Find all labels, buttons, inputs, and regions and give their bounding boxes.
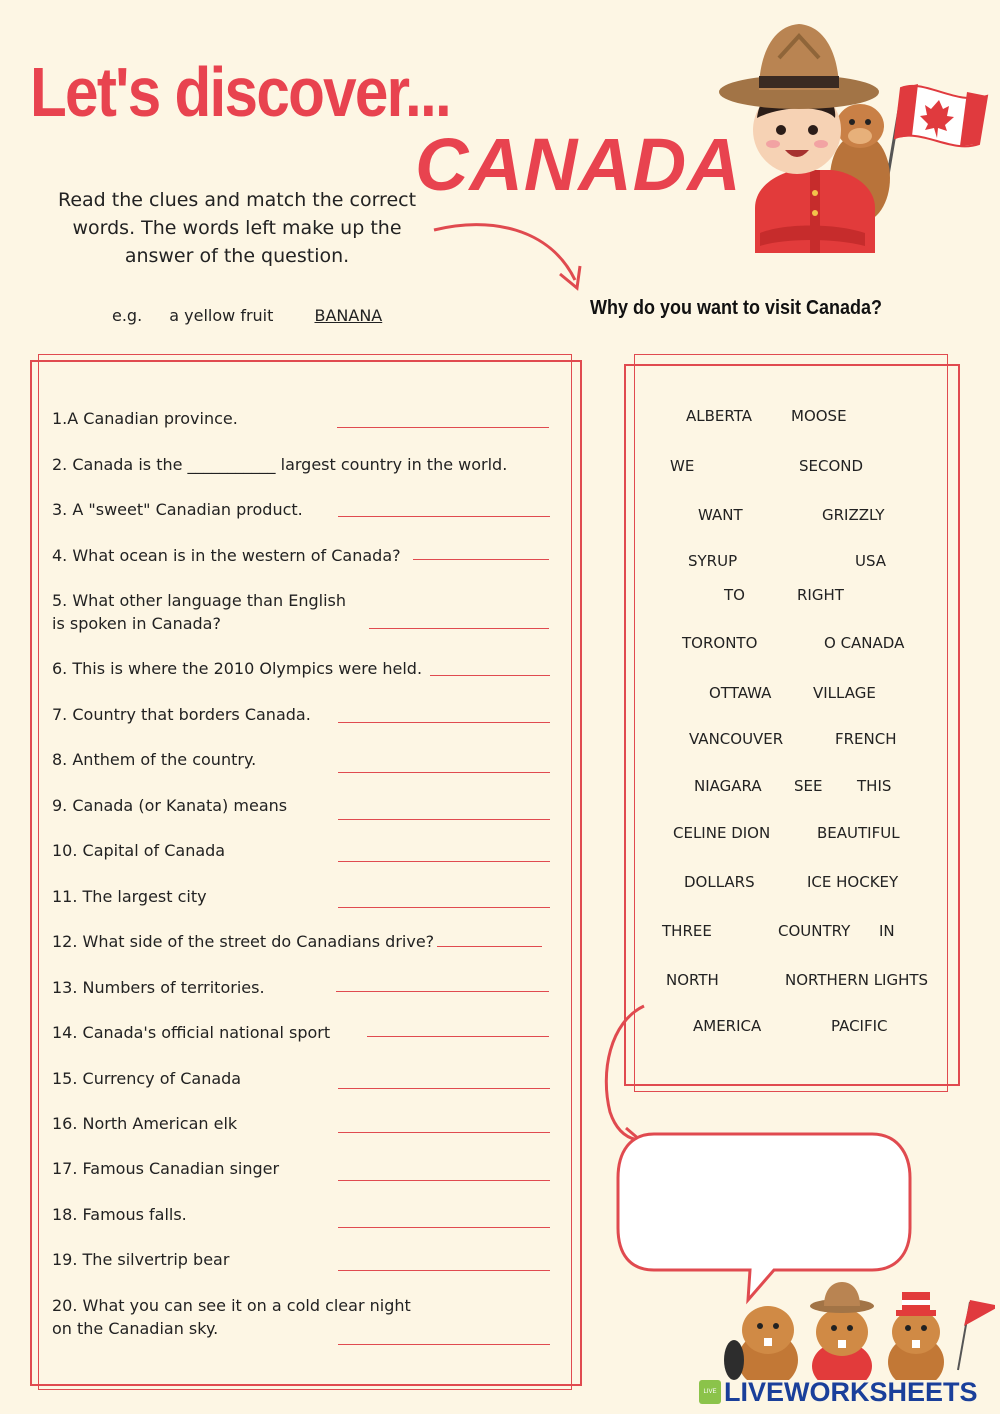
- word-item[interactable]: ICE HOCKEY: [807, 873, 899, 891]
- word-item[interactable]: NIAGARA: [694, 777, 762, 795]
- word-item[interactable]: DOLLARS: [684, 873, 755, 891]
- example-label: e.g.: [112, 306, 143, 325]
- answer-line-11[interactable]: [338, 907, 550, 908]
- word-item[interactable]: MOOSE: [791, 407, 847, 425]
- clue-item: 8. Anthem of the country.: [52, 750, 257, 769]
- clue-item: 15. Currency of Canada: [52, 1069, 242, 1088]
- clue-item: 6. This is where the 2010 Olympics were held.: [52, 659, 423, 678]
- answer-line-3[interactable]: [338, 516, 550, 517]
- word-item[interactable]: IN: [879, 922, 895, 940]
- word-item[interactable]: VANCOUVER: [689, 730, 784, 748]
- answer-line-17[interactable]: [338, 1180, 550, 1181]
- word-item[interactable]: FRENCH: [835, 730, 897, 748]
- word-item[interactable]: CELINE DION: [673, 824, 771, 842]
- clue-item: 9. Canada (or Kanata) means: [52, 796, 288, 815]
- word-item[interactable]: SEE: [794, 777, 823, 795]
- clue-item: 20. What you can see it on a cold clear night: [52, 1296, 411, 1315]
- word-item[interactable]: NORTHERN LIGHTS: [785, 971, 929, 989]
- clue-item: 12. What side of the street do Canadians drive?: [52, 932, 435, 951]
- clue-item: 18. Famous falls.: [52, 1205, 187, 1224]
- word-item[interactable]: PACIFIC: [831, 1017, 888, 1035]
- answer-line-6[interactable]: [430, 675, 550, 676]
- clue-item: 13. Numbers of territories.: [52, 978, 265, 997]
- answer-line-4[interactable]: [413, 559, 549, 560]
- clue-item: 1.A Canadian province.: [52, 409, 238, 428]
- clue-item: 11. The largest city: [52, 887, 207, 906]
- word-item[interactable]: VILLAGE: [813, 684, 876, 702]
- answer-line-19[interactable]: [338, 1270, 550, 1271]
- clue-item: 7. Country that borders Canada.: [52, 705, 311, 724]
- clue-item: 2. Canada is the ___________ largest country in the world.: [52, 455, 508, 474]
- answer-line-13[interactable]: [336, 991, 549, 992]
- answer-line-14[interactable]: [367, 1036, 549, 1037]
- answer-line-20[interactable]: [338, 1344, 550, 1345]
- example-row: [112, 306, 404, 325]
- question-text: Why do you want to visit Canada?: [590, 297, 883, 319]
- word-item[interactable]: O CANADA: [824, 634, 905, 652]
- word-item[interactable]: WE: [670, 457, 695, 475]
- answer-line-16[interactable]: [338, 1132, 550, 1133]
- answer-line-12[interactable]: [437, 946, 542, 947]
- clue-item: 5. What other language than English: [52, 591, 346, 610]
- clue-item: 17. Famous Canadian singer: [52, 1159, 280, 1178]
- word-item[interactable]: TORONTO: [682, 634, 758, 652]
- answer-line-18[interactable]: [338, 1227, 550, 1228]
- answer-line-15[interactable]: [338, 1088, 550, 1089]
- answer-line-5[interactable]: [369, 628, 549, 629]
- word-item[interactable]: NORTH: [666, 971, 719, 989]
- word-item[interactable]: SYRUP: [688, 552, 738, 570]
- word-item[interactable]: COUNTRY: [778, 922, 851, 940]
- clue-item: 14. Canada's official national sport: [52, 1023, 331, 1042]
- word-item[interactable]: THREE: [662, 922, 712, 940]
- beavers-illustration: [720, 1280, 995, 1380]
- word-item[interactable]: WANT: [698, 506, 743, 524]
- clue-item: 3. A "sweet" Canadian product.: [52, 500, 303, 519]
- watermark-text: LIVEWORKSHEETS: [724, 1377, 978, 1407]
- page-subtitle: CANADA: [415, 123, 742, 206]
- page-title: Let's discover...: [30, 53, 451, 131]
- clue-item: is spoken in Canada?: [52, 614, 221, 633]
- answer-line-1[interactable]: [337, 427, 549, 428]
- clue-item: on the Canadian sky.: [52, 1319, 219, 1338]
- answer-line-8[interactable]: [338, 772, 550, 773]
- arrow-icon: [430, 218, 590, 298]
- example-answer: BANANA: [314, 306, 383, 325]
- clue-item: 19. The silvertrip bear: [52, 1250, 230, 1269]
- word-item[interactable]: OTTAWA: [709, 684, 772, 702]
- clue-item: 16. North American elk: [52, 1114, 238, 1133]
- word-item[interactable]: ALBERTA: [686, 407, 752, 425]
- word-item[interactable]: SECOND: [799, 457, 864, 475]
- clue-item: 4. What ocean is in the western of Canada?: [52, 546, 401, 565]
- word-item[interactable]: AMERICA: [693, 1017, 762, 1035]
- word-item[interactable]: TO: [724, 586, 745, 604]
- answer-line-9[interactable]: [338, 819, 550, 820]
- word-item[interactable]: THIS: [857, 777, 892, 795]
- mountie-illustration: [715, 18, 995, 258]
- answer-line-10[interactable]: [338, 861, 550, 862]
- instructions-text: Read the clues and match the correct words. The words left make up the answer of the question.: [57, 189, 417, 267]
- answer-line-7[interactable]: [338, 722, 550, 723]
- answer-speech-bubble[interactable]: [614, 1126, 914, 1306]
- word-item[interactable]: USA: [855, 552, 887, 570]
- example-clue: a yellow fruit: [169, 306, 274, 325]
- word-item[interactable]: GRIZZLY: [822, 506, 885, 524]
- word-item[interactable]: RIGHT: [797, 586, 844, 604]
- word-item[interactable]: BEAUTIFUL: [817, 824, 900, 842]
- watermark-badge-text: LIVE: [703, 1389, 717, 1395]
- clue-item: 10. Capital of Canada: [52, 841, 226, 860]
- watermark-badge: [699, 1380, 721, 1404]
